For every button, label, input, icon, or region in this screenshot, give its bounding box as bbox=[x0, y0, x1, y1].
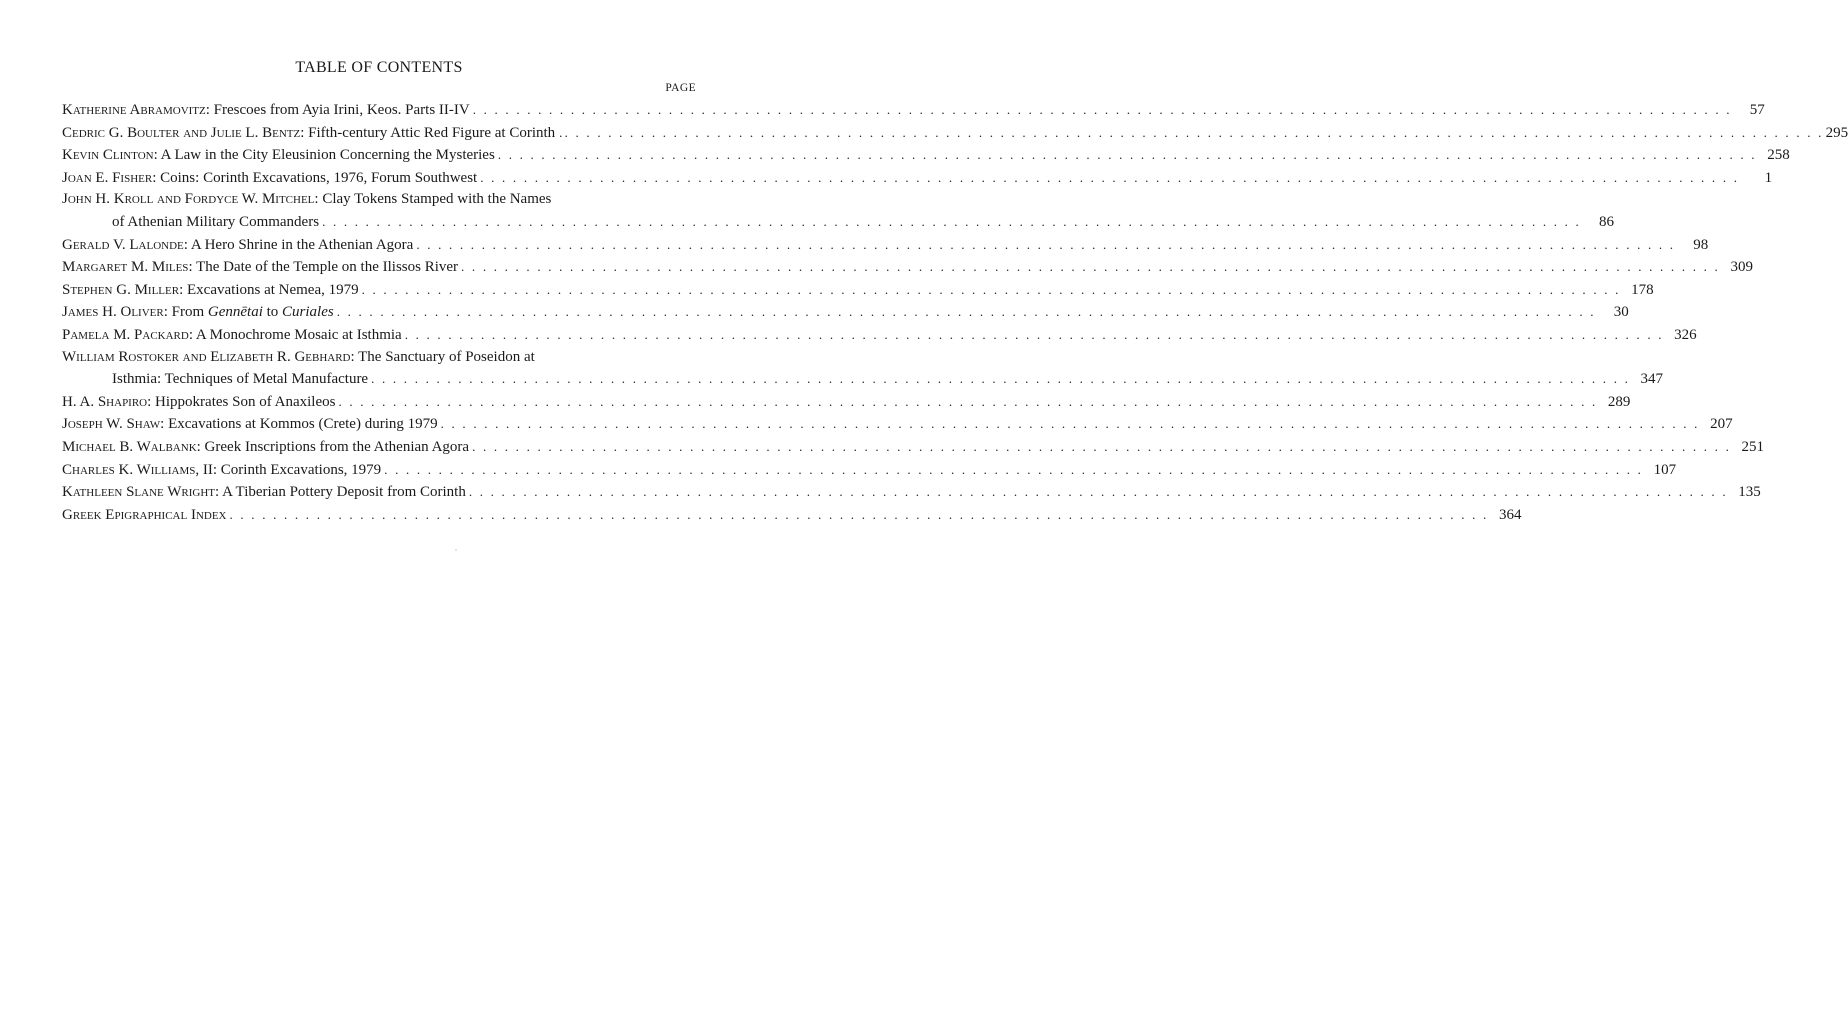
leader-dots bbox=[441, 413, 1700, 435]
toc-author: Gerald V. Lalonde bbox=[62, 236, 184, 253]
toc-entry-shaw bbox=[62, 413, 1733, 436]
leader-dots bbox=[405, 324, 1664, 346]
toc-page-number: 98 bbox=[1693, 236, 1709, 253]
toc-author: Charles K. Williams, II bbox=[62, 461, 213, 478]
toc-page-number: 309 bbox=[1730, 259, 1753, 276]
toc-author: Pamela M. Packard bbox=[62, 326, 189, 343]
toc-page-number: 107 bbox=[1653, 461, 1677, 478]
toc-author: H. A. Shapiro bbox=[62, 393, 148, 410]
toc-entry-shapiro bbox=[62, 391, 1631, 414]
toc-page-number: 1 bbox=[1764, 169, 1773, 186]
toc-title: : Clay Tokens Stamped with the Names bbox=[314, 191, 552, 208]
toc-page-number: 178 bbox=[1631, 281, 1654, 298]
toc-entry-rostoker-gebhard bbox=[62, 347, 1664, 391]
toc-entry-miller bbox=[62, 279, 1654, 302]
leader-dots bbox=[469, 481, 1728, 503]
toc-title: : The Sanctuary of Poseidon at bbox=[350, 348, 535, 365]
toc-page-number: 86 bbox=[1599, 213, 1615, 230]
toc-entry-wright bbox=[62, 481, 1761, 504]
leader-dots bbox=[498, 144, 1757, 166]
leader-dots bbox=[384, 459, 1643, 481]
toc-page-number: 364 bbox=[1498, 506, 1522, 523]
paper-speck bbox=[455, 549, 457, 551]
toc-author: Joan E. Fisher bbox=[62, 169, 153, 186]
toc-title: : Greek Inscriptions from the Athenian Agora bbox=[196, 438, 470, 455]
toc-entry-epigraphical-index bbox=[62, 504, 1522, 527]
toc-page-number: 258 bbox=[1767, 147, 1790, 164]
toc-entry-lalonde bbox=[62, 234, 1709, 257]
leader-dots bbox=[461, 256, 1720, 278]
leader-dots bbox=[230, 504, 1489, 526]
leader-dots bbox=[480, 167, 1739, 189]
toc-entry-packard bbox=[62, 324, 1697, 347]
toc-title-continued: of Athenian Military Commanders bbox=[112, 213, 320, 230]
toc-author: Kevin Clinton bbox=[62, 147, 154, 164]
toc-page-number: 135 bbox=[1738, 484, 1761, 501]
page-column-header: PAGE bbox=[665, 82, 696, 94]
toc-title: : Excavations at Kommos (Crete) during 1979 bbox=[160, 416, 438, 433]
toc-entry-kroll-mitchel bbox=[62, 189, 1615, 233]
toc-page-number: 30 bbox=[1613, 304, 1629, 321]
toc-title: : A Law in the City Eleusinion Concerning the Mysteries bbox=[153, 147, 495, 164]
toc-title-continued: Isthmia: Techniques of Metal Manufacture bbox=[112, 371, 369, 388]
toc-entry-williams bbox=[62, 459, 1677, 482]
leader-dots: . . . . bbox=[559, 122, 1823, 144]
toc-author: Margaret M. Miles bbox=[62, 259, 189, 276]
page-title: TABLE OF CONTENTS bbox=[295, 59, 463, 76]
toc-title: : A Monochrome Mosaic at Isthmia bbox=[188, 326, 402, 343]
toc-author: Katherine Abramovitz bbox=[62, 102, 206, 118]
leader-dots bbox=[322, 211, 1581, 233]
toc-entry-boulter-bentz bbox=[62, 122, 1848, 145]
toc-author: Stephen G. Miller bbox=[62, 281, 180, 298]
toc-page-number: 251 bbox=[1741, 438, 1765, 455]
toc-author: Michael B. Walbank bbox=[62, 438, 197, 455]
leader-dots bbox=[338, 391, 1597, 413]
toc-page-number: 57 bbox=[1749, 102, 1765, 118]
toc-author: Cedric G. Boulter and Julie L. Bentz bbox=[62, 124, 301, 141]
toc-entry-clinton bbox=[62, 144, 1790, 167]
toc-title-italic: Gennētai bbox=[207, 304, 263, 321]
toc-author: John H. Kroll and Fordyce W. Mitchel bbox=[62, 191, 315, 208]
toc-page-number: 347 bbox=[1640, 371, 1664, 388]
toc-page-number: 326 bbox=[1674, 326, 1697, 343]
toc-author: William Rostoker and Elizabeth R. Gebhard bbox=[62, 348, 351, 365]
toc-entry-abramovitz bbox=[62, 99, 1765, 122]
toc-title: : Frescoes from Ayia Irini, Keos. Parts II-IV bbox=[205, 102, 470, 118]
toc-title: : Coins: Corinth Excavations, 1976, Forum Southwest bbox=[152, 169, 478, 186]
leader-dots bbox=[472, 436, 1731, 458]
toc-title-italic: Curiales bbox=[282, 304, 334, 321]
table-of-contents bbox=[62, 99, 1848, 526]
toc-page-number: 207 bbox=[1710, 416, 1733, 433]
toc-author: Greek Epigraphical Index bbox=[62, 506, 227, 523]
toc-title: : The Date of the Temple on the Ilissos River bbox=[188, 259, 459, 276]
toc-author: Joseph W. Shaw bbox=[62, 416, 161, 433]
toc-entry-miles bbox=[62, 256, 1753, 279]
leader-dots bbox=[371, 368, 1630, 390]
toc-author: James H. Oliver bbox=[62, 304, 164, 321]
toc-author: Kathleen Slane Wright bbox=[62, 484, 215, 501]
toc-page-number: 295 bbox=[1825, 124, 1848, 141]
toc-title: : A Tiberian Pottery Deposit from Corinth bbox=[214, 484, 466, 501]
toc-entry-fisher bbox=[62, 167, 1773, 190]
leader-dots bbox=[337, 301, 1596, 323]
leader-dots bbox=[416, 234, 1675, 256]
toc-entry-oliver bbox=[62, 301, 1629, 324]
toc-title: : Fifth-century Attic Red Figure at Corinth bbox=[300, 124, 556, 141]
toc-title: : Excavations at Nemea, 1979 bbox=[179, 281, 359, 298]
leader-dots bbox=[473, 99, 1732, 121]
toc-title: to bbox=[262, 304, 283, 321]
toc-title: : Corinth Excavations, 1979 bbox=[212, 461, 382, 478]
toc-title: : Hippokrates Son of Anaxileos bbox=[147, 393, 336, 410]
toc-entry-walbank bbox=[62, 436, 1765, 459]
leader-dots bbox=[362, 279, 1621, 301]
toc-title: : A Hero Shrine in the Athenian Agora bbox=[183, 236, 414, 253]
toc-title: : From bbox=[163, 304, 208, 321]
toc-page-number: 289 bbox=[1607, 393, 1631, 410]
